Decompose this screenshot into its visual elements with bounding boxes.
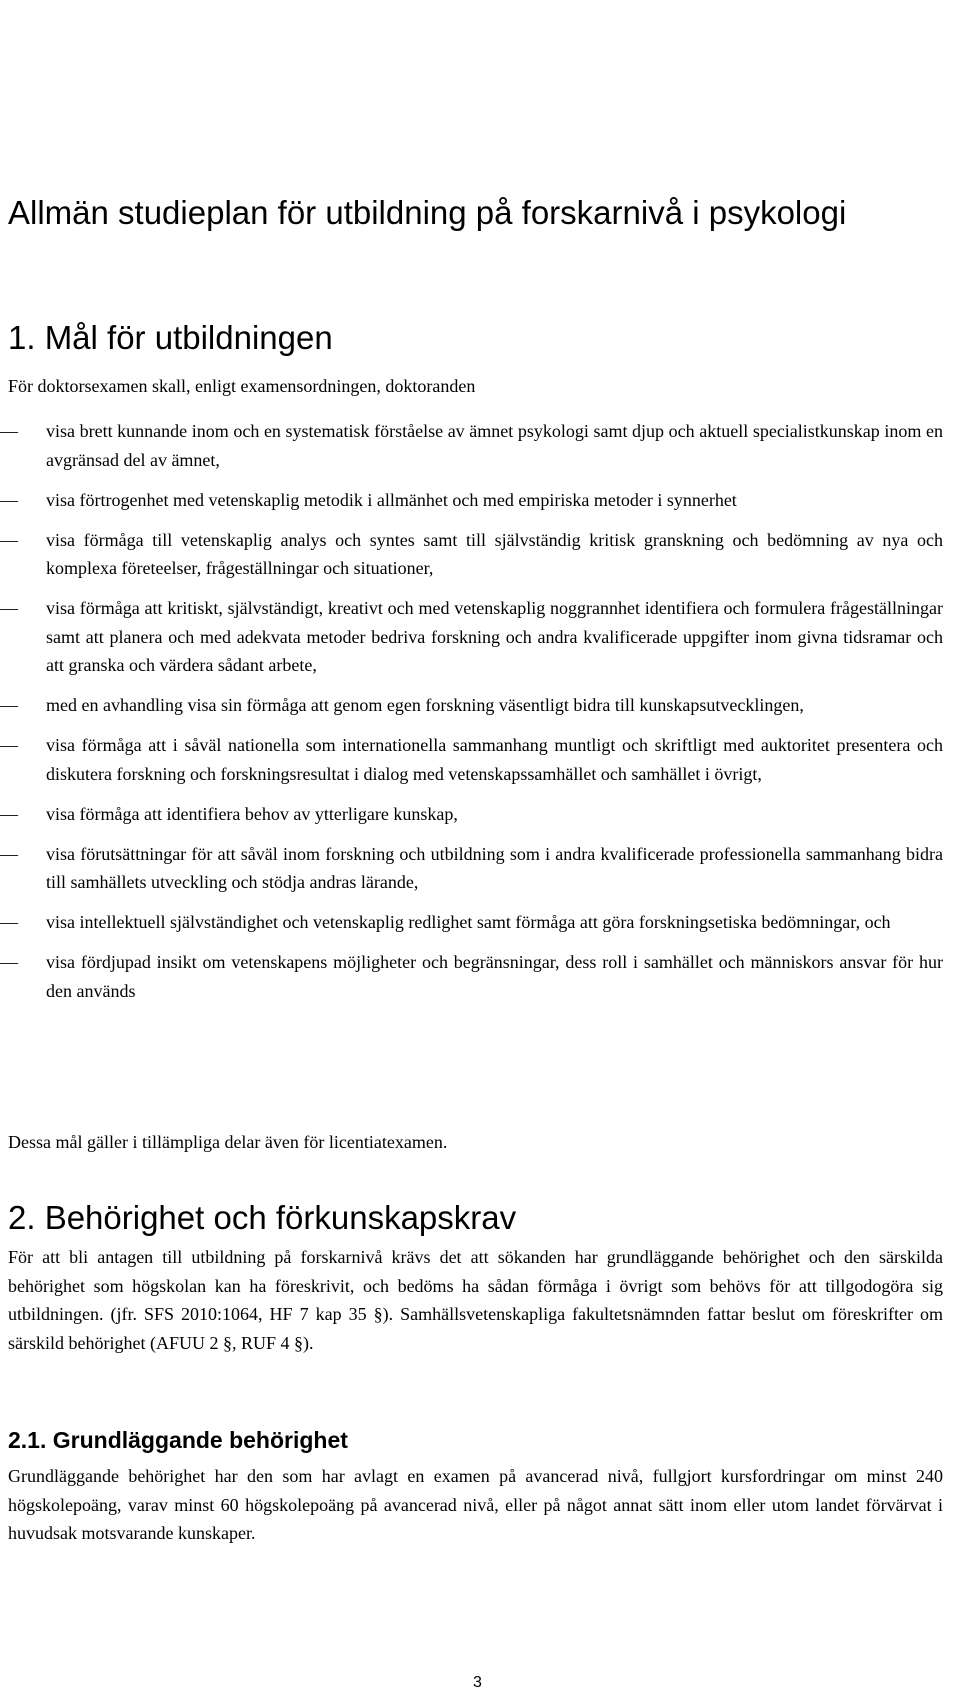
document-title: Allmän studieplan för utbildning på forskarnivå i psykologi: [8, 194, 847, 231]
goal-list-item: [0, 594, 943, 680]
dash-bullet: —: [0, 912, 18, 932]
header-document-title: ALLMÄN STUDIEPLAN FÖR UTBILDNING PÅ FORSKARNIVÅ I PSYKOLOGI: [474, 5, 809, 44]
section-2-paragraph: För att bli antagen till utbildning på forskarnivå krävs det att sökanden har grundläggande behörighet och den särskilda behörighet som högskolan kan ha föreskrivit, och bedöms ha sådan förmåga i övrigt som behövs för att tillgodogöra sig utbildningen. (jfr. SFS 2010:1064, HF 7 kap 35 §). Samhällsvetenskapliga fakultetsnämnden fattar beslut om föreskrifter om särskild behörighet (AFUU 2 §, RUF 4 §).: [8, 1247, 943, 1353]
goal-list-item: [0, 526, 943, 583]
goal-list-item-text: visa brett kunnande inom och en systematisk förståelse av ämnet psykologi samt djup och aktuell specialistkunskap inom en avgränsad del av ämnet,: [46, 421, 943, 470]
dash-bullet: —: [0, 952, 18, 972]
dash-bullet: —: [0, 695, 18, 715]
section-2-1-paragraph: Grundläggande behörighet har den som har avlagt en examen på avancerad nivå, fullgjort kursfordringar om minst 240 högskolepoäng, varav minst 60 högskolepoäng på avancerad nivå, eller på något annat sätt inom eller utom landet förvärvat i huvudsak motsvarande kunskaper.: [8, 1466, 943, 1543]
goal-list-item: [0, 691, 943, 720]
goal-list-item-text: visa förtrogenhet med vetenskaplig metodik i allmänhet och med empiriska metoder i synnerhet: [46, 489, 737, 510]
header-reference: SAMFAK 2011/107: [767, 75, 902, 92]
goal-list-item: [0, 417, 943, 474]
dash-bullet: —: [0, 735, 18, 755]
section-2-heading: 2. Behörighet och förkunskapskrav: [8, 1199, 517, 1236]
goal-list-item-text: visa förutsättningar för att såväl inom forskning och utbildning som i andra kvalificerade professionella sammanhang bidra till samhällets utveckling och stödja andras lärande,: [46, 843, 943, 892]
goal-list-item-text: visa fördjupad insikt om vetenskapens möjligheter och begränsningar, dess roll i samhället och människors ansvar för hur den används: [46, 952, 943, 1001]
goal-list-item-text: med en avhandling visa sin förmåga att genom egen forskning väsentligt bidra till kunskapsutvecklingen,: [46, 695, 804, 715]
goal-list-item: [0, 800, 943, 829]
goal-list-item: [0, 908, 943, 937]
goal-list-item: [0, 840, 943, 897]
goal-list-item-text: visa förmåga att identifiera behov av ytterligare kunskap,: [46, 803, 458, 824]
goal-list-item: [0, 486, 943, 515]
goal-list-item-text: visa förmåga att kritiskt, självständigt, kreativt och med vetenskaplig noggrannhet identifiera och formulera frågeställningar samt att planera och med adekvata metoder bedriva forskning och andra kvalificerade uppgifter inom givna tidsramar och att granska och värdera sådant arbete,: [46, 598, 943, 675]
goal-list-item-text: visa intellektuell självständighet och vetenskaplig redlighet samt förmåga att göra forskningsetiska bedömningar, och: [46, 912, 891, 932]
header-university: UPPSALA UNIVERSITET: [10, 5, 194, 22]
dash-bullet: —: [0, 803, 18, 824]
page-number: 3: [473, 1674, 482, 1691]
goal-list-item-text: visa förmåga att i såväl nationella som internationella sammanhang muntligt och skriftligt med auktoritet presentera och diskutera forskning och forskningsresultat i dialog med vetenskapssamhället och samhället i övrigt,: [46, 735, 943, 784]
dash-bullet: —: [0, 489, 18, 510]
section-1-intro: För doktorsexamen skall, enligt examensordningen, doktoranden: [8, 376, 476, 396]
section-1-closing: Dessa mål gäller i tillämpliga delar även för licentiatexamen.: [8, 1132, 448, 1152]
dash-bullet: —: [0, 529, 18, 550]
section-2-1-heading: 2.1. Grundläggande behörighet: [8, 1427, 348, 1453]
section-1-heading: 1. Mål för utbildningen: [8, 319, 333, 356]
dash-bullet: —: [0, 843, 18, 864]
goal-list: [0, 417, 960, 1017]
goal-list-item: [0, 731, 943, 788]
dash-bullet: —: [0, 598, 18, 618]
dash-bullet: —: [0, 421, 18, 441]
goal-list-item-text: visa förmåga till vetenskaplig analys och syntes samt till självständig kritisk granskning och bedömning av nya och komplexa företeelser, frågeställningar och situationer,: [46, 529, 943, 578]
goal-list-item: [0, 948, 943, 1005]
header-date: 2012-01-19: [474, 75, 556, 92]
